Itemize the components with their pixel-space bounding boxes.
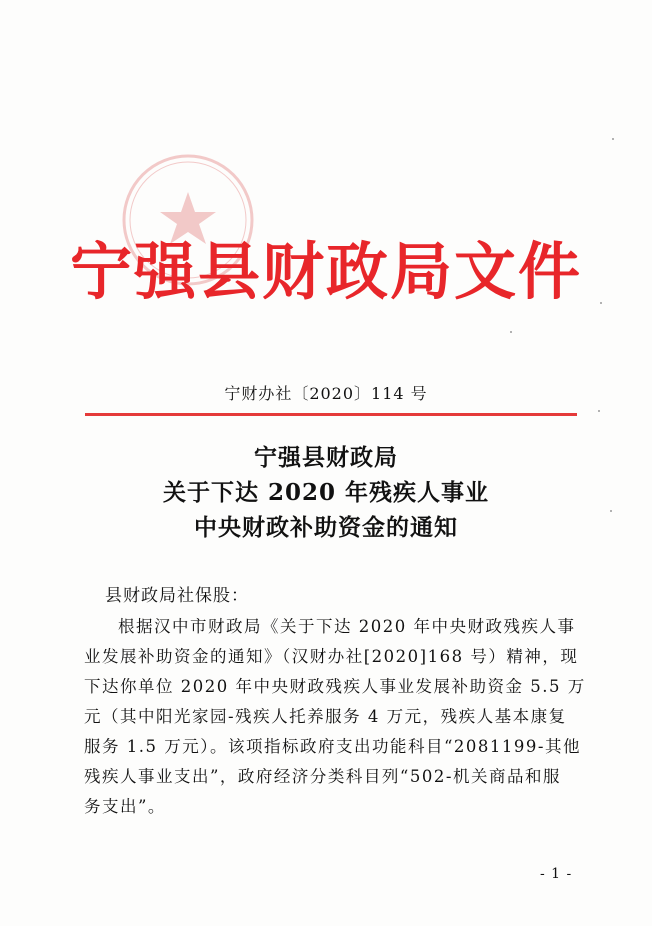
body-line: 根据汉中市财政局《关于下达 2020 年中央财政残疾人事 [118,617,576,636]
body-line: 下达你单位 2020 年中央财政残疾人事业发展补助资金 5.5 万 [84,677,586,696]
document-number: 宁财办社〔2020〕114 号 [224,384,428,403]
body-line: 残疾人事业支出”，政府经济分类科目列“502-机关商品和服 [84,767,561,786]
scan-speck [612,138,614,140]
page-number: - 1 - [540,866,573,882]
scan-speck [600,302,602,304]
scan-speck [598,410,600,412]
scan-speck [510,331,512,333]
body-paragraph [84,612,584,822]
scan-speck [610,510,612,512]
notice-title [0,440,652,545]
salutation: 县财政局社保股： [105,586,249,606]
red-divider-rule [85,413,577,416]
document-header-title: 宁强县财政局文件 [69,235,582,308]
body-line: 服务 1.5 万元）。该项指标政府支出功能科目“2081199-其他 [84,737,581,756]
body-line: 元（其中阳光家园-残疾人托养服务 4 万元，残疾人基本康复 [84,707,567,726]
body-line: 务支出”。 [84,797,166,816]
notice-title-line: 中央财政补助资金的通知 [194,514,458,541]
notice-title-line: 关于下达 2020 年残疾人事业 [162,479,490,506]
notice-title-line: 宁强县财政局 [254,444,398,471]
body-line: 业发展补助资金的通知》（汉财办社[2020]168 号）精神，现 [84,647,579,666]
